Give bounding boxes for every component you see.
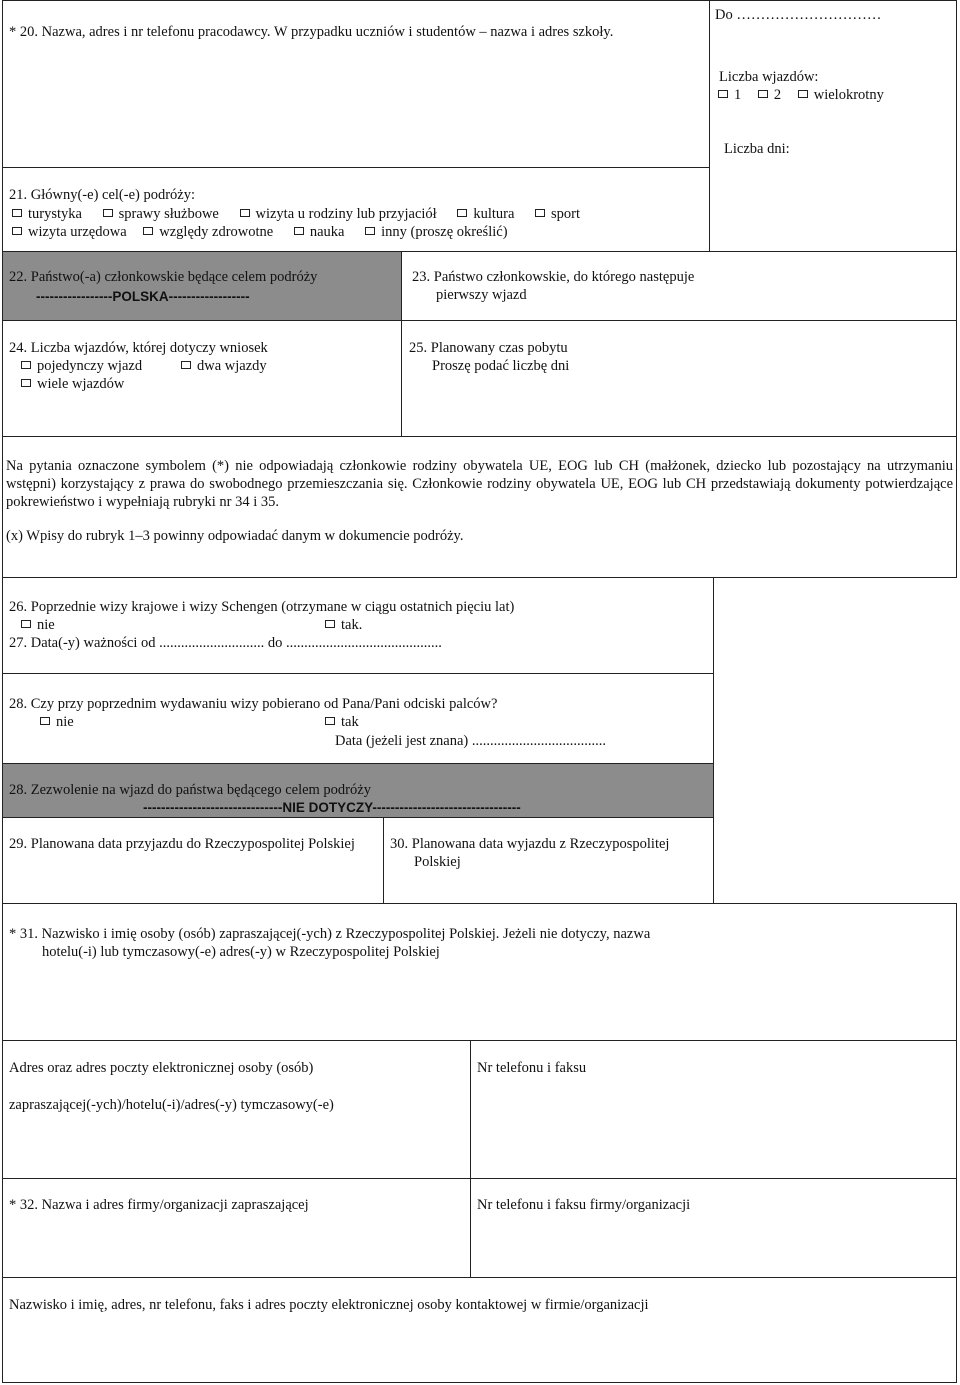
entry-option-2[interactable]: 2 [755,86,781,104]
purpose-study[interactable]: nauka [291,223,345,241]
office-do-label: Do ………………………… [715,7,882,23]
field-23-label-2: pierwszy wjazd [436,287,527,303]
field-32-label: * 32. Nazwa i adres firmy/organizacji zapraszającej [9,1197,309,1213]
field-32-company-phone[interactable] [470,1178,957,1278]
notice-paragraph-family: Na pytania oznaczone symbolem (*) nie odpowiadają członkowie rodziny obywatela UE, EOG lub CH (małżonek, dziecko lub pozostający na utrzymaniu wstępni) korzystający z prawa do swobodnego przemieszczania się. Członkowie rodziny obywatela UE, EOG lub CH przedstawiają dokumenty potwierdzające pokrewieństwo i wypełniają rubryki nr 34 i 35. [6,458,953,510]
checkbox-icon [21,361,31,369]
purpose-sport[interactable]: sport [532,205,580,223]
purpose-tourism[interactable]: turystyka [9,205,82,223]
inviting-phone-label: Nr telefonu i faksu [477,1060,587,1076]
field-25-hint: Proszę podać liczbę dni [432,358,570,374]
field-26-option-yes[interactable]: tak. [322,616,362,634]
purpose-business[interactable]: sprawy służbowe [100,205,219,223]
checkbox-icon [718,90,728,98]
field-21-label: 21. Główny(-e) cel(-e) podróży: [9,187,196,203]
purpose-official[interactable]: wizyta urzędowa [9,223,127,241]
checkbox-icon [21,379,31,387]
field-23-label: 23. Państwo członkowskie, do którego następuje [412,269,695,285]
checkbox-icon [535,209,545,217]
field-22-label: 22. Państwo(-a) członkowskie będące celem podróży [9,269,318,285]
field-27-validity: 27. Data(-y) ważności od ............................. do ........................................... [9,635,442,651]
entry-option-1[interactable]: 1 [715,86,741,104]
purpose-culture[interactable]: kultura [454,205,514,223]
field-26-option-no[interactable]: nie [18,616,55,634]
purpose-medical[interactable]: względy zdrowotne [140,223,273,241]
purpose-family-visit[interactable]: wizyta u rodziny lub przyjaciół [237,205,437,223]
checkbox-icon [12,227,22,235]
office-entry-options [715,86,894,104]
field-32-company[interactable] [2,1178,471,1278]
company-contact-person[interactable] [2,1277,957,1383]
field-20-label: * 20. Nazwa, adres i nr telefonu pracodawcy. W przypadku uczniów i studentów – nazwa i adres szkoły. [9,24,614,40]
field-24-option-single[interactable]: pojedynczy wjazd [18,357,142,375]
field-28-permit-label: 28. Zezwolenie na wjazd do państwa będącego celem podróży [9,782,371,798]
office-entries-label: Liczba wjazdów: [719,69,819,85]
field-30-label: 30. Planowana data wyjazdu z Rzeczypospolitej [390,836,670,852]
field-21-options-row1 [9,205,590,223]
checkbox-icon [40,717,50,725]
checkbox-icon [143,227,153,235]
field-25-duration[interactable] [401,320,957,437]
entry-option-multiple[interactable]: wielokrotny [795,86,884,104]
field-28-option-no[interactable]: nie [37,713,74,731]
field-28-permit-value: -------------------------------NIE DOTYCZY--------------------------------- [143,800,521,815]
field-28-option-yes[interactable]: tak [322,713,359,731]
inviting-address-label-2: zapraszającej(-ych)/hotelu(-i)/adres(-y) tymczasowy(-e) [9,1097,334,1113]
notice-paragraph-travel-doc: (x) Wpisy do rubryk 1–3 powinny odpowiadać danym w dokumencie podróży. [6,528,464,544]
field-29-arrival-date[interactable] [2,817,384,904]
office-use-column [709,0,957,252]
checkbox-icon [758,90,768,98]
field-22-destination [2,251,402,321]
field-28-date: Data (jeżeli jest znana) ..................................... [335,733,606,749]
field-29-label: 29. Planowana data przyjazdu do Rzeczypospolitej Polskiej [9,836,355,852]
field-31-inviting-person[interactable] [2,903,957,1041]
field-31-label-2: hotelu(-i) lub tymczasowy(-e) adres(-y) w Rzeczypospolitej Polskiej [42,944,440,960]
office-days-label: Liczba dni: [724,141,790,157]
checkbox-icon [365,227,375,235]
field-24-option-double[interactable]: dwa wjazdy [178,357,267,375]
field-26-label: 26. Poprzednie wizy krajowe i wizy Schengen (otrzymane w ciągu ostatnich pięciu lat) [9,599,515,615]
field-24-option-multiple[interactable]: wiele wjazdów [18,375,124,393]
checkbox-icon [240,209,250,217]
checkbox-icon [12,209,22,217]
checkbox-icon [798,90,808,98]
inviting-address-label: Adres oraz adres poczty elektronicznej osoby (osób) [9,1060,314,1076]
checkbox-icon [21,620,31,628]
field-31-label: * 31. Nazwisko i imię osoby (osób) zapraszającej(-ych) z Rzeczypospolitej Polskiej. Jeżeli nie dotyczy, nazwa [9,926,651,942]
checkbox-icon [181,361,191,369]
contact-person-label: Nazwisko i imię, adres, nr telefonu, faks i adres poczty elektronicznej osoby kontaktowej w firmie/organizacji [9,1297,649,1313]
checkbox-icon [457,209,467,217]
checkbox-icon [103,209,113,217]
field-24-label: 24. Liczba wjazdów, której dotyczy wniosek [9,340,268,356]
field-21-options-row2 [9,223,518,241]
checkbox-icon [325,717,335,725]
purpose-other[interactable]: inny (proszę określić) [362,223,507,241]
field-25-label: 25. Planowany czas pobytu [409,340,568,356]
field-22-value: -----------------POLSKA------------------ [36,289,250,304]
field-32-phone-label: Nr telefonu i faksu firmy/organizacji [477,1197,691,1213]
checkbox-icon [294,227,304,235]
field-28-question: 28. Czy przy poprzednim wydawaniu wizy pobierano od Pana/Pani odciski palców? [9,696,498,712]
checkbox-icon [325,620,335,628]
field-30-label-2: Polskiej [414,854,461,870]
